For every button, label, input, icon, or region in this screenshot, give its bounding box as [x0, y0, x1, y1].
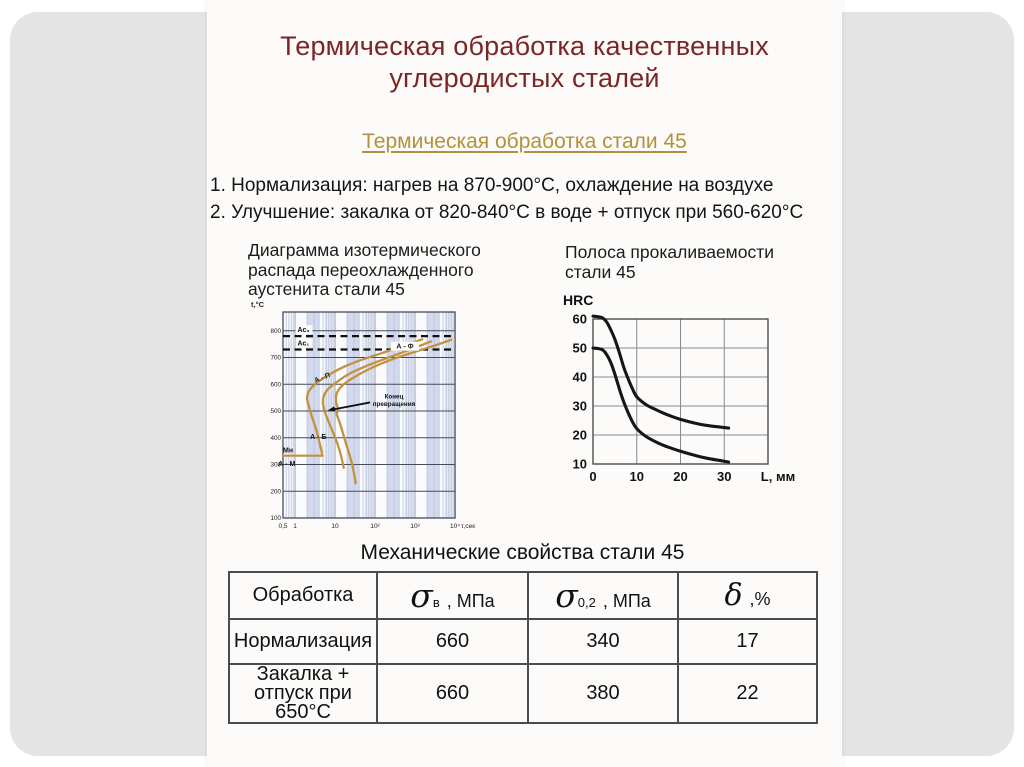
svg-text:А - Ф: А - Ф [396, 343, 414, 351]
svg-text:А - Б: А - Б [310, 434, 327, 442]
svg-text:40: 40 [572, 369, 587, 385]
sigma-02-subscript: 0,2 [577, 595, 596, 610]
svg-text:превращения: превращения [372, 401, 416, 409]
list-item-normalization: 1. Нормализация: нагрев на 870-900°С, охлаждение на воздухе [210, 175, 774, 196]
svg-text:300: 300 [270, 461, 281, 469]
delta-symbol: δ [724, 577, 743, 613]
hardenability-caption [565, 243, 774, 282]
sigma-v-value: 660 [377, 664, 528, 723]
hardenability-caption-line-2: стали 45 [565, 261, 636, 282]
svg-text:20: 20 [673, 469, 688, 484]
row-label [229, 664, 377, 723]
svg-text:10³: 10³ [410, 523, 420, 530]
svg-text:А - М: А - М [278, 460, 296, 468]
svg-text:700: 700 [270, 354, 281, 362]
svg-text:10: 10 [572, 456, 587, 472]
slide [207, 0, 842, 767]
mech-properties-table [228, 571, 818, 724]
list-item-improvement: 2. Улучшение: закалка от 820-840°С в воде + отпуск при 560-620°С [210, 201, 804, 223]
table-row-quench-temper [229, 664, 817, 723]
svg-text:30: 30 [717, 469, 732, 484]
sigma-symbol: σ [410, 576, 433, 615]
svg-text:200: 200 [270, 488, 281, 496]
row-label: Нормализация [229, 619, 377, 664]
ttt-diagram-caption [248, 241, 481, 300]
ttt-caption-line-1: Диаграмма изотермического [248, 240, 481, 260]
ttt-caption-line-2: распада переохлажденного [248, 259, 474, 280]
hardenability-chart [550, 290, 800, 490]
table-header-row [229, 572, 817, 619]
col-header-delta [678, 572, 817, 619]
svg-text:800: 800 [270, 327, 281, 335]
ttt-caption-line-3: аустенита стали 45 [248, 279, 405, 299]
svg-text:10: 10 [629, 469, 644, 484]
slide-subtitle: Термическая обработка стали 45 [362, 130, 687, 153]
delta-value: 22 [678, 664, 817, 723]
svg-text:10: 10 [331, 523, 339, 530]
svg-text:20: 20 [572, 427, 587, 443]
title-line-2: углеродистых сталей [389, 63, 660, 93]
axis-tick-labels [563, 292, 795, 484]
row-label-line-2: отпуск при 650°С [254, 682, 352, 723]
sigma-02-value: 380 [528, 664, 678, 723]
table-title: Механические свойства стали 45 [360, 541, 685, 564]
svg-text:0,5: 0,5 [278, 523, 288, 530]
hardenability-band-curves [593, 316, 729, 462]
svg-text:400: 400 [270, 434, 281, 442]
svg-text:600: 600 [270, 381, 281, 389]
svg-text:L, мм: L, мм [760, 469, 796, 484]
svg-text:30: 30 [572, 398, 587, 414]
svg-text:0: 0 [589, 469, 597, 484]
svg-text:500: 500 [270, 408, 281, 416]
svg-text:10²: 10² [370, 523, 380, 530]
svg-text:Ac₃: Ac₃ [297, 327, 310, 335]
svg-text:HRC: HRC [563, 292, 594, 308]
sigma-v-unit: , МПа [446, 591, 495, 611]
lower-bound-curve [593, 348, 729, 462]
col-header-sigma-v [377, 572, 528, 619]
slide-title [207, 30, 842, 94]
col-header-treatment: Обработка [229, 572, 377, 619]
svg-text:Мн: Мн [283, 447, 294, 455]
svg-text:t,°С: t,°С [251, 300, 264, 309]
title-line-1: Термическая обработка качественных [280, 31, 769, 61]
table-row-normalization [229, 619, 817, 664]
svg-text:τ,сек: τ,сек [461, 523, 476, 530]
svg-text:А - П: А - П [313, 372, 332, 385]
row-label-line-1: Закалка + [256, 663, 350, 685]
svg-text:100: 100 [270, 515, 281, 523]
svg-text:1: 1 [293, 523, 297, 530]
sigma-02-unit: , МПа [602, 591, 651, 611]
treatment-list [210, 173, 803, 226]
svg-text:Конец: Конец [384, 393, 404, 401]
svg-text:50: 50 [572, 340, 587, 356]
delta-unit: ,% [749, 588, 771, 609]
ttt-diagram-chart [239, 295, 509, 540]
sigma-02-value: 340 [528, 619, 678, 664]
col-header-sigma-02 [528, 572, 678, 619]
sigma-v-subscript: в [432, 595, 440, 610]
hardenability-caption-line-1: Полоса прокаливаемости [565, 242, 774, 262]
sigma-symbol: σ [555, 576, 578, 615]
svg-text:Ac₁: Ac₁ [297, 340, 310, 348]
delta-value: 17 [678, 619, 817, 664]
sigma-v-value: 660 [377, 619, 528, 664]
svg-text:10⁴: 10⁴ [450, 523, 461, 530]
svg-text:60: 60 [572, 311, 587, 327]
